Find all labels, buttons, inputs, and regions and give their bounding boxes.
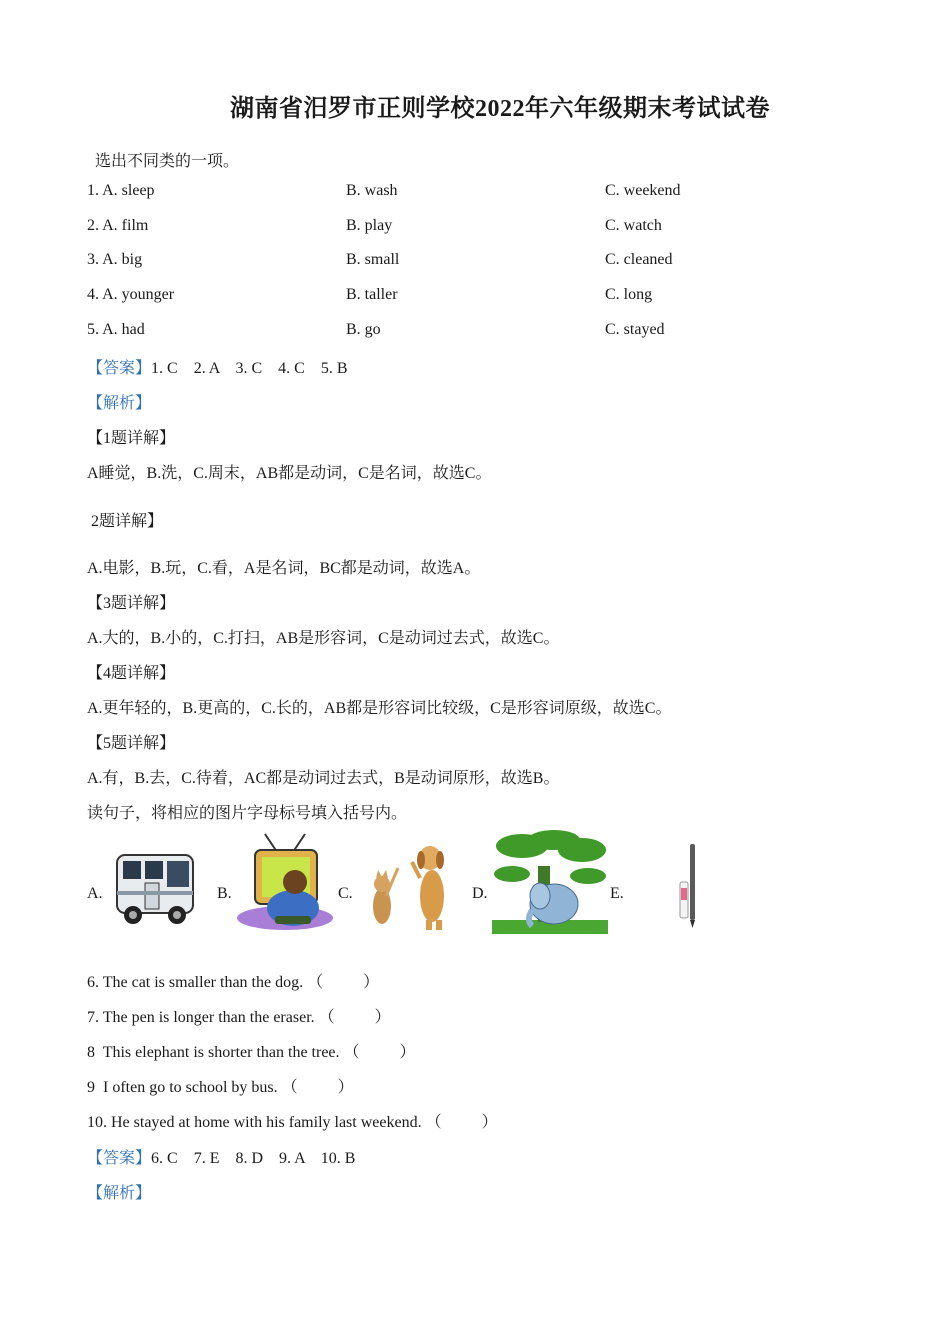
picture-label-e: E. [610,885,624,902]
sentence-6: 6. The cat is smaller than the dog. （ ） [87,974,380,991]
picture-label-c: C. [338,885,353,902]
pen-and-eraser-icon [672,842,704,928]
answer-line-2 [87,1145,355,1168]
page-title: 湖南省汨罗市正则学校2022年六年级期末考试试卷 [230,96,770,122]
detail-heading: 【5题详解】 [87,735,176,752]
sentence-8: 8 This elephant is shorter than the tree. （ ） [87,1044,416,1061]
analysis-tag: 【解析】 [87,395,152,412]
detail-text: A.大的，B.小的，C.打扫，AB是形容词，C是动词过去式，故选C。 [87,630,560,647]
detail-heading: 2题详解】 [87,513,164,530]
detail-text: A.电影，B.玩，C.看，A是名词，BC都是动词，故选A。 [87,560,481,577]
answer-text: 6. C 7. E 8. D 9. A 10. B [151,1150,356,1167]
detail-text: A睡觉，B.洗，C.周末，AB都是动词，C是名词，故选C。 [87,465,492,482]
detail-text: A.有，B.去，C.待着，AC都是动词过去式，B是动词原形，故选B。 [87,770,560,787]
detail-text: A.更年轻的，B.更高的，C.长的，AB都是形容词比较级，C是形容词原级，故选C。 [87,700,672,717]
answer-text: 1. C 2. A 3. C 4. C 5. B [151,360,348,377]
answer-tag: 【答案】 [87,1150,152,1167]
picture-label-d: D. [472,885,488,902]
detail-heading: 【1题详解】 [87,430,176,447]
sentence-9: 9 I often go to school by bus. （ ） [87,1079,354,1096]
section2-instruction: 读句子，将相应的图片字母标号填入括号内。 [87,805,408,822]
cat-and-dog-icon [354,838,458,932]
detail-heading: 【3题详解】 [87,595,176,612]
section1-instruction: 选出不同类的一项。 [95,153,240,170]
boy-watching-tv-icon [235,832,335,932]
sentence-10: 10. He stayed at home with his family last weekend. （ ） [87,1114,498,1131]
bus-icon [113,845,199,927]
picture-label-b: B. [217,885,232,902]
sentence-7: 7. The pen is longer than the eraser. （ ） [87,1009,391,1026]
answer-line-1 [87,355,348,378]
analysis-tag: 【解析】 [87,1185,152,1202]
picture-label-a: A. [87,885,103,902]
answer-tag: 【答案】 [87,360,152,377]
elephant-and-tree-icon [492,830,608,934]
detail-heading: 【4题详解】 [87,665,176,682]
